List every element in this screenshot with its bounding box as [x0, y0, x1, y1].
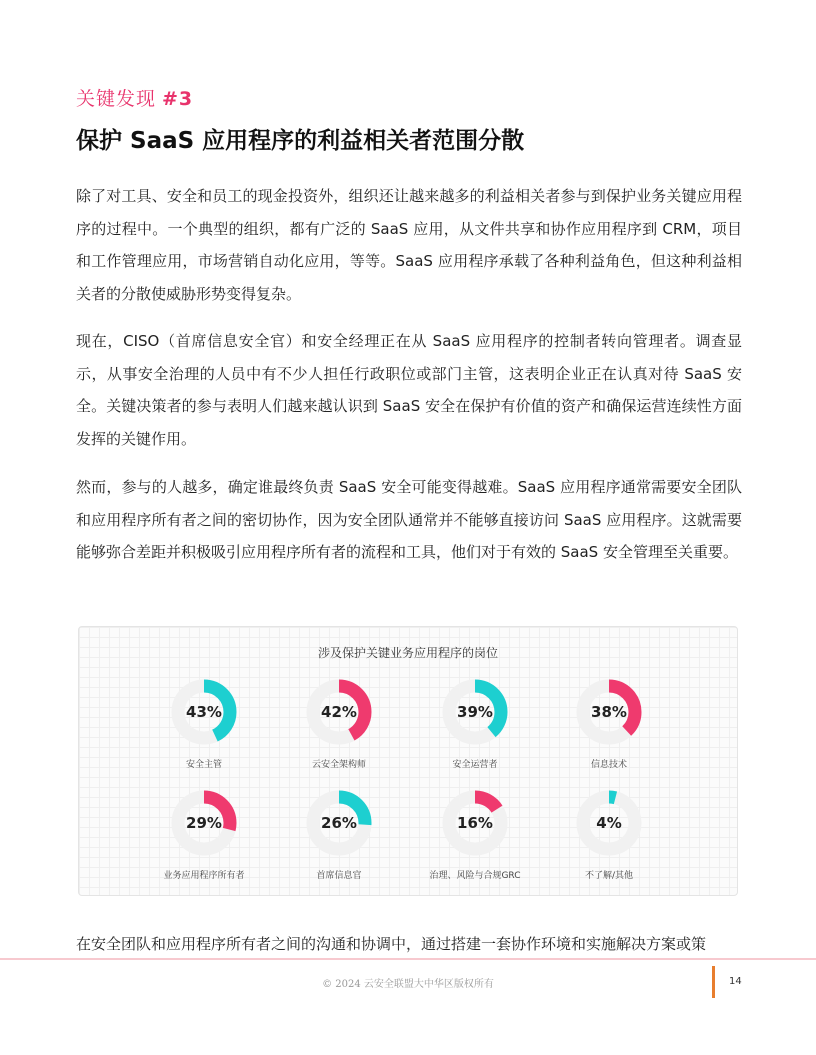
- kicker-text: 关键发现: [76, 88, 157, 110]
- donut-percent-label: 42%: [321, 703, 357, 721]
- donut-percent-label: 4%: [596, 814, 622, 832]
- donut-item: [269, 790, 409, 890]
- paragraph-1: 除了对工具、安全和员工的现金投资外，组织还让越来越多的利益相关者参与到保护业务关键应用程序的过程中。一个典型的组织，都有广泛的 SaaS 应用，从文件共享和协作应用程序到 CRM，项目和工作管理应用，市场营销自动化应用，等等。SaaS 应用程序承载了各种利益角色，但这种利益相关者的分散使威胁形势变得复杂。: [76, 187, 742, 303]
- paragraph-3: 然而，参与的人越多，确定谁最终负责 SaaS 安全可能变得越难。SaaS 应用程序通常需要安全团队和应用程序所有者之间的密切协作，因为安全团队通常并不能够直接访问 SaaS 应用程序。这就需要能够弥合差距并积极吸引应用程序所有者的流程和工具，他们对于有效的 SaaS 安全管理至关重要。: [76, 478, 742, 561]
- section-title: 保护 SaaS 应用程序的利益相关者范围分散: [76, 128, 525, 154]
- footer-copyright: © 2024 云安全联盟大中华区版权所有: [322, 979, 494, 990]
- donut-percent-label: 29%: [186, 814, 222, 832]
- donut-percent-label: 38%: [591, 703, 627, 721]
- donut-category-label: 安全运营者: [452, 760, 498, 770]
- donut-item: [405, 790, 545, 890]
- footer-accent-bar: [712, 966, 715, 998]
- finding-kicker: [76, 84, 193, 111]
- chart-title: 涉及保护关键业务应用程序的岗位: [317, 646, 498, 660]
- donut-category-label: 不了解/其他: [584, 871, 634, 881]
- footer-divider: [0, 958, 816, 960]
- paragraph-4: 在安全团队和应用程序所有者之间的沟通和协调中，通过搭建一套协作环境和实施解决方案或策: [76, 935, 707, 953]
- donut-item: [405, 679, 545, 779]
- donut-category-label: 安全主管: [185, 760, 222, 770]
- donut-category-label: 业务应用程序所有者: [163, 871, 245, 881]
- donut-percent-label: 16%: [457, 814, 493, 832]
- donut-category-label: 首席信息官: [316, 871, 362, 881]
- donut-item: [539, 679, 679, 779]
- donut-item: [134, 679, 274, 779]
- donut-category-label: 信息技术: [590, 760, 627, 770]
- donut-item: [134, 790, 274, 890]
- donut-category-label: 治理、风险与合规GRC: [429, 871, 521, 881]
- kicker-number: #3: [162, 88, 194, 110]
- paragraph-2: 现在，CISO（首席信息安全官）和安全经理正在从 SaaS 应用程序的控制者转向管理者。调查显示，从事安全治理的人员中有不少人担任行政职位或部门主管，这表明企业正在认真对待 SaaS 安全。关键决策者的参与表明人们越来越认识到 SaaS 安全在保护有价值的资产和确保运营连续性方面发挥的关键作用。: [76, 332, 742, 448]
- donut-category-label: 云安全架构师: [311, 760, 366, 770]
- donut-percent-label: 26%: [321, 814, 357, 832]
- donut-item: [539, 790, 679, 890]
- donut-percent-label: 39%: [457, 703, 493, 721]
- page-number: 14: [729, 976, 742, 987]
- roles-donut-figure: [78, 626, 738, 896]
- donut-percent-label: 43%: [186, 703, 222, 721]
- donut-item: [269, 679, 409, 779]
